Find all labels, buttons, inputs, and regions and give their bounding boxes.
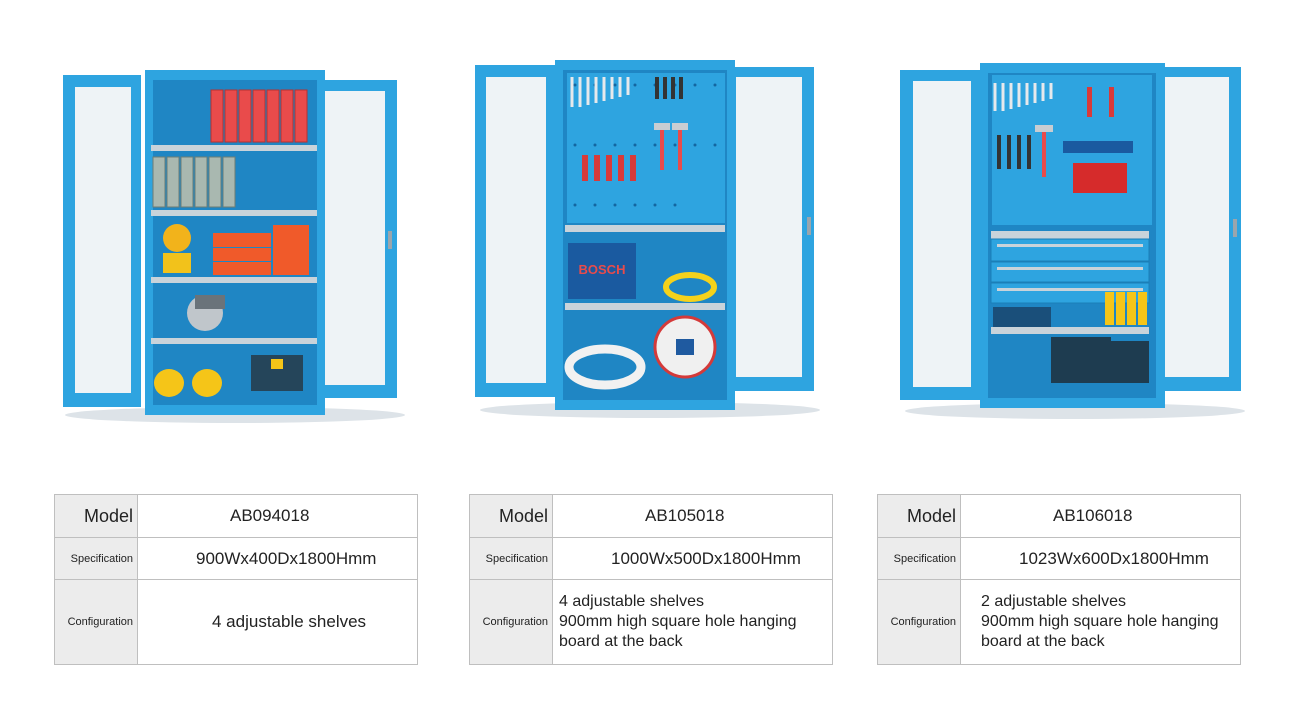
spec-table-1 xyxy=(54,494,418,665)
model-value: AB105018 xyxy=(553,495,833,538)
specification-label: Specification xyxy=(878,538,961,580)
specification-label: Specification xyxy=(55,538,138,580)
configuration-line: 900mm high square hole hanging xyxy=(559,613,797,630)
specification-value: 900Wx400Dx1800Hmm xyxy=(138,538,418,580)
model-value: AB106018 xyxy=(961,495,1241,538)
configuration-line: board at the back xyxy=(559,633,683,650)
spec-table-3 xyxy=(877,494,1241,665)
cabinet-pegboard-tools-image xyxy=(470,55,830,430)
configuration-line: 4 adjustable shelves xyxy=(559,593,704,610)
case-brand-label: BOSCH xyxy=(578,262,626,277)
configuration-label: Configuration xyxy=(878,580,961,665)
configuration-value xyxy=(138,580,418,665)
model-label: Model xyxy=(470,495,553,538)
configuration-label: Configuration xyxy=(470,580,553,665)
specification-value: 1023Wx600Dx1800Hmm xyxy=(961,538,1241,580)
cabinet-shelves-binders-image xyxy=(55,55,415,430)
cabinet-image-3 xyxy=(895,55,1255,430)
specification-label: Specification xyxy=(470,538,553,580)
configuration-line: 900mm high square hole hanging xyxy=(981,613,1219,630)
cabinet-image-1 xyxy=(55,55,415,430)
cabinet-image-2 xyxy=(470,55,830,430)
configuration-value xyxy=(961,580,1241,665)
model-value: AB094018 xyxy=(138,495,418,538)
spec-table-2 xyxy=(469,494,833,665)
model-label: Model xyxy=(878,495,961,538)
configuration-label: Configuration xyxy=(55,580,138,665)
configuration-line: board at the back xyxy=(981,633,1105,650)
configuration-line: 4 adjustable shelves xyxy=(212,612,367,631)
cabinet-pegboard-drawers-image xyxy=(895,55,1255,430)
configuration-value xyxy=(553,580,833,665)
specification-value: 1000Wx500Dx1800Hmm xyxy=(553,538,833,580)
configuration-line: 2 adjustable shelves xyxy=(981,593,1126,610)
model-label: Model xyxy=(55,495,138,538)
